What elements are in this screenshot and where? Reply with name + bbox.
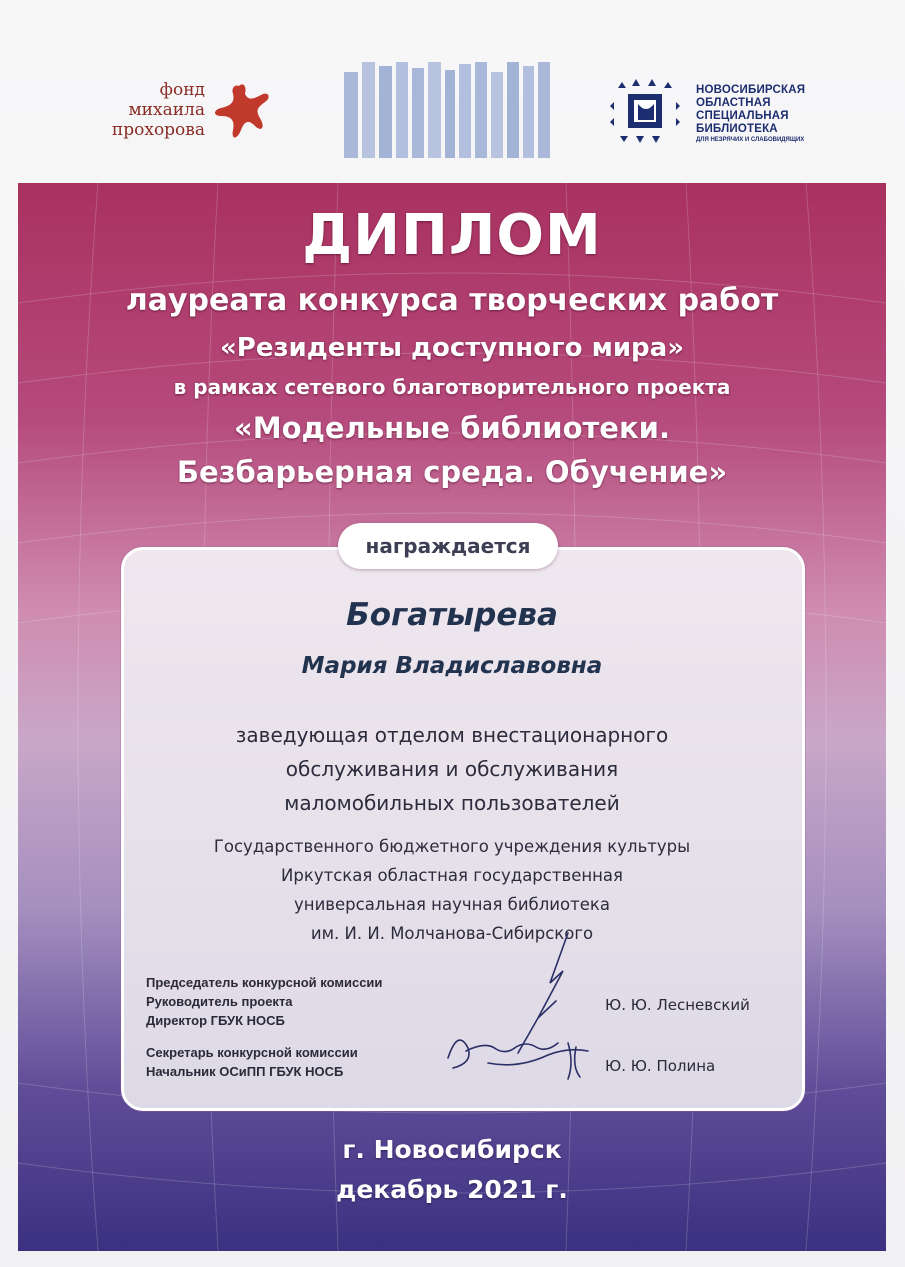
fond-prokhorova-logo [85, 80, 285, 146]
nosb-logo-text: НОВОСИБИРСКАЯ ОБЛАСТНАЯ СПЕЦИАЛЬНАЯ БИБЛИОТЕКА ДЛЯ НЕЗРЯЧИХ И СЛАБОВИДЯЩИХ [696, 84, 806, 143]
fond-logo-text: фонд михаила прохорова [111, 80, 205, 140]
subtitle-line-3: в рамках сетевого благотворительного проекта [173, 375, 731, 399]
handwritten-signatures [418, 923, 618, 1093]
books-logo [344, 62, 559, 160]
issue-date: декабрь 2021 г. [336, 1175, 568, 1204]
award-label-pill [338, 523, 558, 569]
subtitle-line-2: «Резиденты доступного мира» [219, 333, 685, 363]
subtitle-line-1: лауреата конкурса творческих работ [125, 283, 779, 318]
subtitle-line-5: Безбарьерная среда. Обучение» [176, 455, 728, 489]
recipient-surname: Богатырева [346, 597, 558, 633]
position-line-3: маломобильных пользователей [284, 791, 620, 815]
award-label: награждается [365, 534, 531, 558]
signatory-2-name: Ю. Ю. Полина [605, 1057, 716, 1075]
organization-line-4: им. И. И. Молчанова-Сибирского [310, 924, 594, 943]
recipient-given-names: Мария Владиславовна [301, 653, 603, 679]
subtitle-line-4: «Модельные библиотеки. [233, 411, 670, 445]
signatory-2-roles: Секретарь конкурсной комиссии Начальник ОСиПП ГБУК НОСБ [146, 1045, 358, 1079]
diploma-panel [18, 183, 886, 1251]
organization-line-1: Государственного бюджетного учреждения культуры [213, 837, 691, 856]
starfish-icon [209, 80, 281, 146]
organization-line-3: универсальная научная библиотека [294, 895, 610, 914]
library-emblem-icon [610, 78, 680, 144]
nosb-library-logo [610, 78, 840, 150]
diploma-title: ДИПЛОМ [302, 203, 602, 268]
signatory-1-roles: Председатель конкурсной комиссии Руководитель проекта Директор ГБУК НОСБ [146, 975, 383, 1028]
organization-line-2: Иркутская областная государственная [281, 866, 623, 885]
signatory-1-name: Ю. Ю. Лесневский [605, 996, 750, 1014]
issue-city: г. Новосибирск [342, 1135, 562, 1164]
position-line-1: заведующая отделом внестационарного [235, 723, 669, 747]
position-line-2: обслуживания и обслуживания [285, 757, 619, 781]
